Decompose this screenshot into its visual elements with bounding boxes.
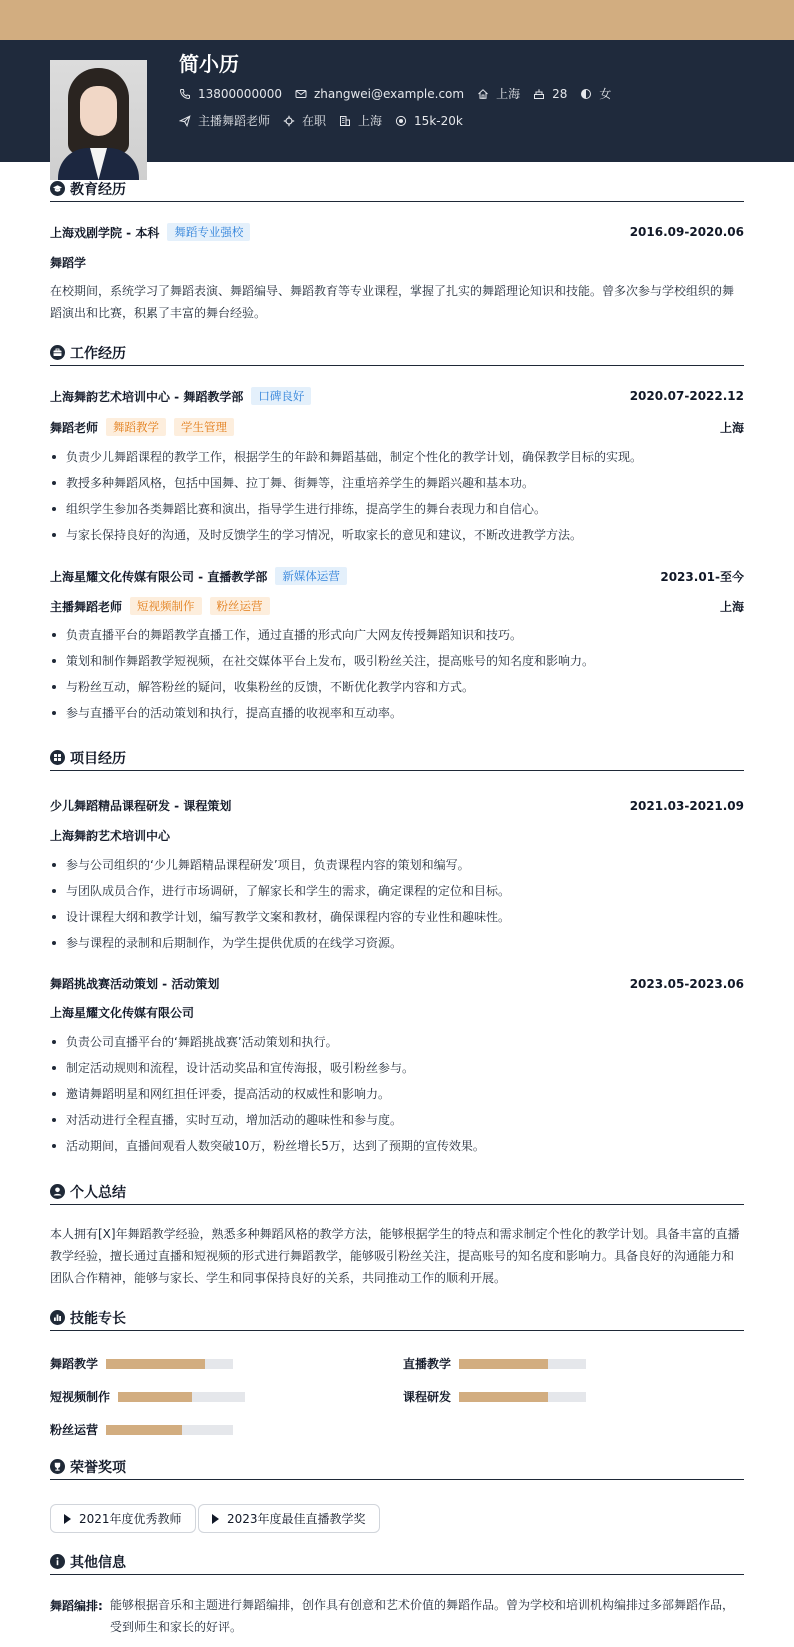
job-skill-tag: 短视频制作 <box>130 597 202 615</box>
project-header-row <box>50 975 744 992</box>
job-duties-list <box>50 622 744 726</box>
project-date: 2021.03-2021.09 <box>629 798 744 813</box>
contact-row <box>179 85 624 102</box>
list-item: 对活动进行全程直播，实时互动，增加活动的趣味性和参与度。 <box>50 1107 744 1133</box>
gender-icon <box>580 88 592 100</box>
salary-text: 15k-20k <box>414 113 463 128</box>
project-grid-icon <box>50 750 65 765</box>
skill-name: 直播教学 <box>403 1357 452 1371</box>
list-item: 负责直播平台的舞蹈教学直播工作，通过直播的形式向广大网友传授舞蹈知识和技巧。 <box>50 622 744 648</box>
list-item: 与团队成员合作，进行市场调研，了解家长和学生的需求，确定课程的定位和目标。 <box>50 878 744 904</box>
skill-bar-fill <box>118 1392 192 1402</box>
skill-item <box>50 1355 233 1372</box>
summary-title-text: 个人总结 <box>70 1184 126 1201</box>
mail-icon <box>295 88 307 100</box>
send-icon <box>179 115 191 127</box>
age-text: 28 <box>552 86 568 101</box>
position-item <box>179 112 270 129</box>
education-title-text: 教育经历 <box>70 181 126 198</box>
skill-bar-fill <box>106 1425 182 1435</box>
gender-text: 女 <box>599 87 612 101</box>
job-date: 2023.01-至今 <box>660 569 744 584</box>
candidate-name: 简小历 <box>179 52 239 76</box>
list-item: 参与课程的录制和后期制作，为学生提供优质的在线学习资源。 <box>50 930 744 956</box>
list-item: 参与公司组织的‘少儿舞蹈精品课程研发’项目，负责课程内容的策划和编写。 <box>50 852 744 878</box>
skill-name: 舞蹈教学 <box>50 1357 99 1371</box>
skill-name: 课程研发 <box>403 1390 452 1404</box>
education-description: 在校期间，系统学习了舞蹈表演、舞蹈编导、舞蹈教育等专业课程，掌握了扎实的舞蹈理论知识和技能。曾多次参与学校组织的舞蹈演出和比赛，积累了丰富的舞台经验。 <box>50 284 735 320</box>
project-duties-list <box>50 1029 744 1159</box>
list-item: 负责少儿舞蹈课程的教学工作，根据学生的年龄和舞蹈基础，制定个性化的教学计划，确保教学目标的实现。 <box>50 444 744 470</box>
status-item <box>283 112 326 129</box>
gender-item <box>580 85 611 102</box>
cake-icon <box>533 88 545 100</box>
project-duties-list <box>50 852 744 956</box>
skill-name: 粉丝运营 <box>50 1423 99 1437</box>
job-location: 上海 <box>719 420 744 435</box>
project-name: 少儿舞蹈精品课程研发 - 课程策划 <box>50 799 232 813</box>
skill-item <box>403 1388 586 1405</box>
list-item: 设计课程大纲和教学计划，编写教学文案和教材，确保课程内容的专业性和趣味性。 <box>50 904 744 930</box>
projects-title-text: 项目经历 <box>70 750 126 767</box>
list-item: 制定活动规则和流程，设计活动奖品和宣传海报，吸引粉丝参与。 <box>50 1055 744 1081</box>
skills-section-title <box>50 1309 744 1331</box>
project-org: 上海星耀文化传媒有限公司 <box>50 1006 195 1020</box>
school-tag: 舞蹈专业强校 <box>167 223 250 241</box>
salary-item <box>395 114 463 128</box>
major-name: 舞蹈学 <box>50 256 87 270</box>
work-city-text: 上海 <box>358 114 383 128</box>
email-text: zhangwei@example.com <box>313 86 465 101</box>
other-text: 能够根据音乐和主题进行舞蹈编排，创作具有创意和艺术价值的舞蹈作品。曾为学校和培训机构编排过多部舞蹈作品，受到师生和家长的好评。 <box>110 1598 735 1634</box>
education-date: 2016.09-2020.06 <box>629 225 744 239</box>
building-icon <box>339 115 351 127</box>
awards-section-title <box>50 1458 744 1480</box>
age-item <box>533 87 567 101</box>
skill-bar <box>118 1392 245 1402</box>
list-item: 策划和制作舞蹈教学短视频，在社交媒体平台上发布，吸引粉丝关注，提高账号的知名度和影响力。 <box>50 648 744 674</box>
skill-bar <box>459 1359 586 1369</box>
job-company: 上海星耀文化传媒有限公司 - 直播教学部 <box>50 569 268 584</box>
award-badge <box>50 1504 196 1533</box>
info-icon <box>50 1554 65 1569</box>
briefcase-icon <box>50 345 65 360</box>
job-duties-list <box>50 444 744 548</box>
projects-section-title <box>50 749 744 771</box>
job-tag: 新媒体运营 <box>275 567 347 585</box>
job-role-row <box>50 597 744 615</box>
job-location: 上海 <box>719 599 744 614</box>
job-header-row <box>50 387 744 405</box>
list-item: 参与直播平台的活动策划和执行，提高直播的收视率和互动率。 <box>50 700 744 726</box>
education-section-title <box>50 180 744 202</box>
work-city-item <box>339 112 382 129</box>
skill-bar <box>106 1425 233 1435</box>
job-date: 2020.07-2022.12 <box>629 389 744 403</box>
project-org-row <box>50 827 744 844</box>
project-name: 舞蹈挑战赛活动策划 - 活动策划 <box>50 977 220 991</box>
list-item: 负责公司直播平台的‘舞蹈挑战赛’活动策划和执行。 <box>50 1029 744 1055</box>
job-role: 舞蹈老师 <box>50 420 99 435</box>
work-section-title <box>50 344 744 366</box>
list-item: 组织学生参加各类舞蹈比赛和演出，指导学生进行排练，提高学生的舞台表现力和自信心。 <box>50 496 744 522</box>
job-skill-tag: 舞蹈教学 <box>106 418 166 436</box>
trophy-icon <box>50 1459 65 1474</box>
job-skill-tag: 粉丝运营 <box>210 597 270 615</box>
skill-bar-fill <box>459 1392 548 1402</box>
top-accent-bar <box>0 0 794 40</box>
skill-item <box>403 1355 586 1372</box>
skill-bar-fill <box>459 1359 548 1369</box>
list-item: 与粉丝互动，解答粉丝的疑问，收集粉丝的反馈，不断优化教学内容和方式。 <box>50 674 744 700</box>
project-header-row <box>50 797 744 814</box>
job-skill-tag: 学生管理 <box>174 418 234 436</box>
major-row <box>50 254 744 271</box>
education-header-row <box>50 223 744 241</box>
position-text: 主播舞蹈老师 <box>198 114 271 128</box>
award-text: 2023年度最佳直播教学奖 <box>227 1512 366 1526</box>
email-item <box>295 87 464 101</box>
job-role: 主播舞蹈老师 <box>50 599 123 614</box>
work-title-text: 工作经历 <box>70 345 126 362</box>
status-text: 在职 <box>302 114 327 128</box>
home-icon <box>477 88 489 100</box>
avatar <box>50 60 147 180</box>
list-item: 活动期间，直播间观看人数突破10万，粉丝增长5万，达到了预期的宣传效果。 <box>50 1133 744 1159</box>
city-text: 上海 <box>496 87 521 101</box>
skill-bar-fill <box>106 1359 205 1369</box>
project-org-row <box>50 1004 744 1021</box>
awards-title-text: 荣誉奖项 <box>70 1459 126 1476</box>
other-title-text: 其他信息 <box>70 1554 126 1571</box>
graduation-cap-icon <box>50 181 65 196</box>
user-icon <box>50 1184 65 1199</box>
award-text: 2021年度优秀教师 <box>79 1512 182 1526</box>
job-header-row <box>50 567 744 585</box>
list-item: 与家长保持良好的沟通，及时反馈学生的学习情况，听取家长的意见和建议，不断改进教学方法。 <box>50 522 744 548</box>
city-item <box>477 85 520 102</box>
skill-bar <box>459 1392 586 1402</box>
chart-icon <box>50 1310 65 1325</box>
award-badge <box>198 1504 380 1533</box>
skill-name: 短视频制作 <box>50 1390 111 1404</box>
summary-text: 本人拥有[X]年舞蹈教学经验，熟悉多种舞蹈风格的教学方法，能够根据学生的特点和需求制定个性化的教学计划。具备丰富的直播教学经验，擅长通过直播和短视频的形式进行舞蹈教学，能够吸引粉丝关注，提高账号的知名度和影响力。具备良好的沟通能力和团队合作精神，能够与家长、学生和同事保持良好的关系，共同推动工作的顺利开展。 <box>50 1227 740 1285</box>
status-icon <box>283 115 295 127</box>
salary-icon <box>395 115 407 127</box>
skill-item <box>50 1421 233 1438</box>
phone-text: 13800000000 <box>198 86 282 101</box>
project-date: 2023.05-2023.06 <box>629 976 744 991</box>
intent-row <box>179 112 476 129</box>
play-icon <box>212 1514 219 1524</box>
other-section-title <box>50 1553 744 1575</box>
phone-item <box>179 87 282 101</box>
skill-item <box>50 1388 245 1405</box>
play-icon <box>64 1514 71 1524</box>
list-item: 邀请舞蹈明星和网红担任评委，提高活动的权威性和影响力。 <box>50 1081 744 1107</box>
skill-bar <box>106 1359 233 1369</box>
phone-icon <box>179 88 191 100</box>
job-tag: 口碑良好 <box>251 387 311 405</box>
skills-title-text: 技能专长 <box>70 1310 126 1327</box>
summary-section-title <box>50 1183 744 1205</box>
job-role-row <box>50 418 744 436</box>
project-org: 上海舞韵艺术培训中心 <box>50 829 171 843</box>
other-label: 舞蹈编排: <box>50 1599 103 1613</box>
job-company: 上海舞韵艺术培训中心 - 舞蹈教学部 <box>50 389 244 404</box>
list-item: 教授多种舞蹈风格，包括中国舞、拉丁舞、街舞等，注重培养学生的舞蹈兴趣和基本功。 <box>50 470 744 496</box>
school-name: 上海戏剧学院 - 本科 <box>50 225 160 240</box>
